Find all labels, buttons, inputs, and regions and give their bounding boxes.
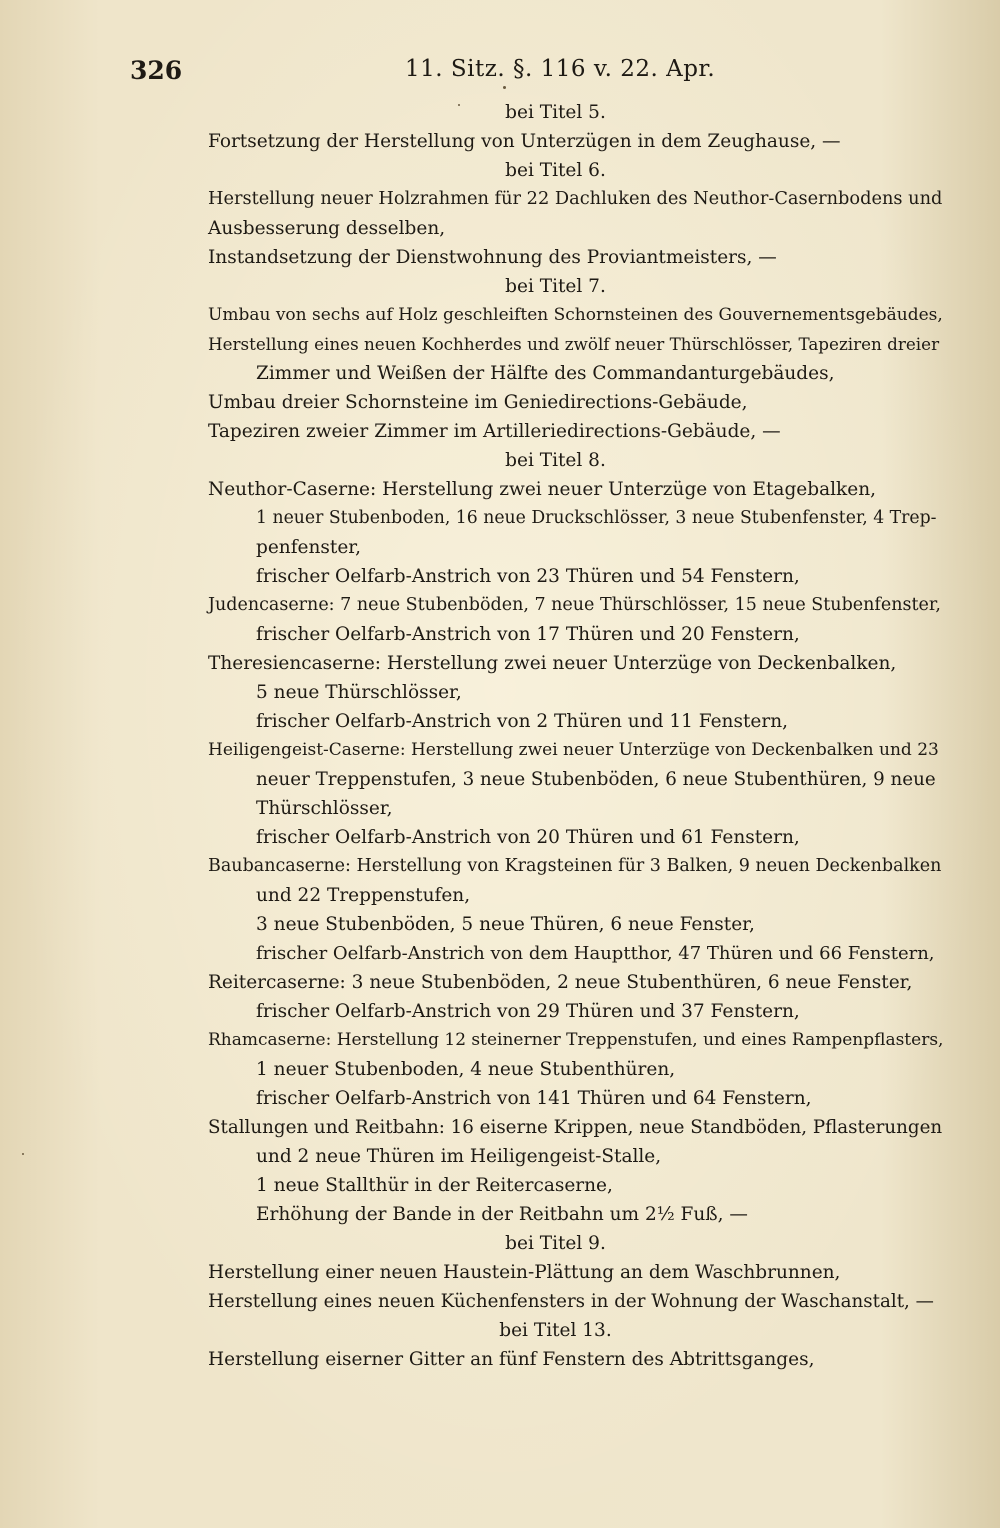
text-line: Herstellung eines neuen Küchenfensters in der Wohnung der Waschanstalt, —	[208, 1291, 934, 1312]
text-line: Herstellung eiserner Gitter an fünf Fenstern des Abtrittsganges,	[208, 1349, 815, 1370]
page-header	[0, 54, 1000, 88]
text-line: Erhöhung der Bande in der Reitbahn um 2½ Fuß, —	[256, 1204, 748, 1225]
text-line: Theresiencaserne: Herstellung zwei neuer Unterzüge von Deckenbalken,	[208, 653, 897, 674]
section-heading: bei Titel 5.	[505, 102, 606, 123]
section-heading: bei Titel 9.	[505, 1233, 606, 1254]
text-line: Herstellung neuer Holzrahmen für 22 Dachluken des Neuthor-Casernbodens und	[208, 189, 943, 209]
running-head: 11. Sitz. §. 116 v. 22. Apr.	[405, 56, 716, 82]
text-line: Heiligengeist-Caserne: Herstellung zwei neuer Unterzüge von Deckenbalken und 23	[208, 740, 939, 760]
speck	[22, 1153, 24, 1155]
text-line: frischer Oelfarb-Anstrich von 20 Thüren und 61 Fenstern,	[256, 827, 800, 848]
speck	[503, 86, 506, 89]
text-line: 5 neue Thürschlösser,	[256, 682, 462, 703]
text-line: 1 neue Stallthür in der Reitercaserne,	[256, 1175, 613, 1196]
text-line: Neuthor-Caserne: Herstellung zwei neuer Unterzüge von Etagebalken,	[208, 479, 876, 500]
section-heading: bei Titel 13.	[499, 1320, 612, 1341]
text-line: frischer Oelfarb-Anstrich von 23 Thüren und 54 Fenstern,	[256, 566, 800, 587]
text-line: und 22 Treppenstufen,	[256, 885, 471, 906]
text-line: Stallungen und Reitbahn: 16 eiserne Krippen, neue Standböden, Pflasterungen	[208, 1117, 943, 1138]
text-line: frischer Oelfarb-Anstrich von 2 Thüren und 11 Fenstern,	[256, 711, 788, 732]
text-line: Rhamcaserne: Herstellung 12 steinerner Treppenstufen, und eines Rampenpflasters,	[208, 1030, 944, 1050]
text-line: 1 neuer Stubenboden, 4 neue Stubenthüren,	[256, 1059, 676, 1080]
section-heading: bei Titel 7.	[505, 276, 606, 297]
text-line: Reitercaserne: 3 neue Stubenböden, 2 neue Stubenthüren, 6 neue Fenster,	[208, 972, 913, 993]
text-line: und 2 neue Thüren im Heiligengeist-Stalle,	[256, 1146, 662, 1167]
text-line: 3 neue Stubenböden, 5 neue Thüren, 6 neue Fenster,	[256, 914, 755, 935]
text-line: frischer Oelfarb-Anstrich von 17 Thüren und 20 Fenstern,	[256, 624, 800, 645]
text-line: Herstellung eines neuen Kochherdes und zwölf neuer Thürschlösser, Tapeziren dreier	[208, 334, 940, 354]
text-line: frischer Oelfarb-Anstrich von 29 Thüren und 37 Fenstern,	[256, 1001, 800, 1022]
text-line: frischer Oelfarb-Anstrich von dem Hauptthor, 47 Thüren und 66 Fenstern,	[256, 943, 935, 964]
text-line: penfenster,	[256, 537, 361, 558]
section-heading: bei Titel 6.	[505, 160, 606, 181]
text-line: Herstellung einer neuen Haustein-Plättung an dem Waschbrunnen,	[208, 1262, 841, 1283]
text-line: 1 neuer Stubenboden, 16 neue Druckschlösser, 3 neue Stubenfenster, 4 Trep-	[256, 508, 937, 528]
text-line: Judencaserne: 7 neue Stubenböden, 7 neue Thürschlösser, 15 neue Stubenfenster,	[208, 595, 941, 615]
text-line: Fortsetzung der Herstellung von Unterzügen in dem Zeughause, —	[208, 131, 841, 152]
text-line: Umbau dreier Schornsteine im Geniedirections-Gebäude,	[208, 392, 748, 413]
section-heading: bei Titel 8.	[505, 450, 606, 471]
page-body	[208, 98, 943, 1374]
speck	[458, 104, 460, 106]
text-line: Zimmer und Weißen der Hälfte des Commandanturgebäudes,	[256, 363, 835, 384]
text-line: Ausbesserung desselben,	[208, 218, 446, 239]
page-number: 326	[130, 56, 183, 85]
text-line: Baubancaserne: Herstellung von Kragsteinen für 3 Balken, 9 neuen Deckenbalken	[208, 856, 942, 876]
text-line: frischer Oelfarb-Anstrich von 141 Thüren und 64 Fenstern,	[256, 1088, 812, 1109]
text-line: neuer Treppenstufen, 3 neue Stubenböden, 6 neue Stubenthüren, 9 neue	[256, 769, 936, 790]
text-line: Tapeziren zweier Zimmer im Artilleriedirections-Gebäude, —	[208, 421, 781, 442]
text-line: Instandsetzung der Dienstwohnung des Proviantmeisters, —	[208, 247, 777, 268]
text-line: Umbau von sechs auf Holz geschleiften Schornsteinen des Gouvernementsgebäudes,	[208, 305, 943, 325]
text-line: Thürschlösser,	[256, 798, 393, 819]
